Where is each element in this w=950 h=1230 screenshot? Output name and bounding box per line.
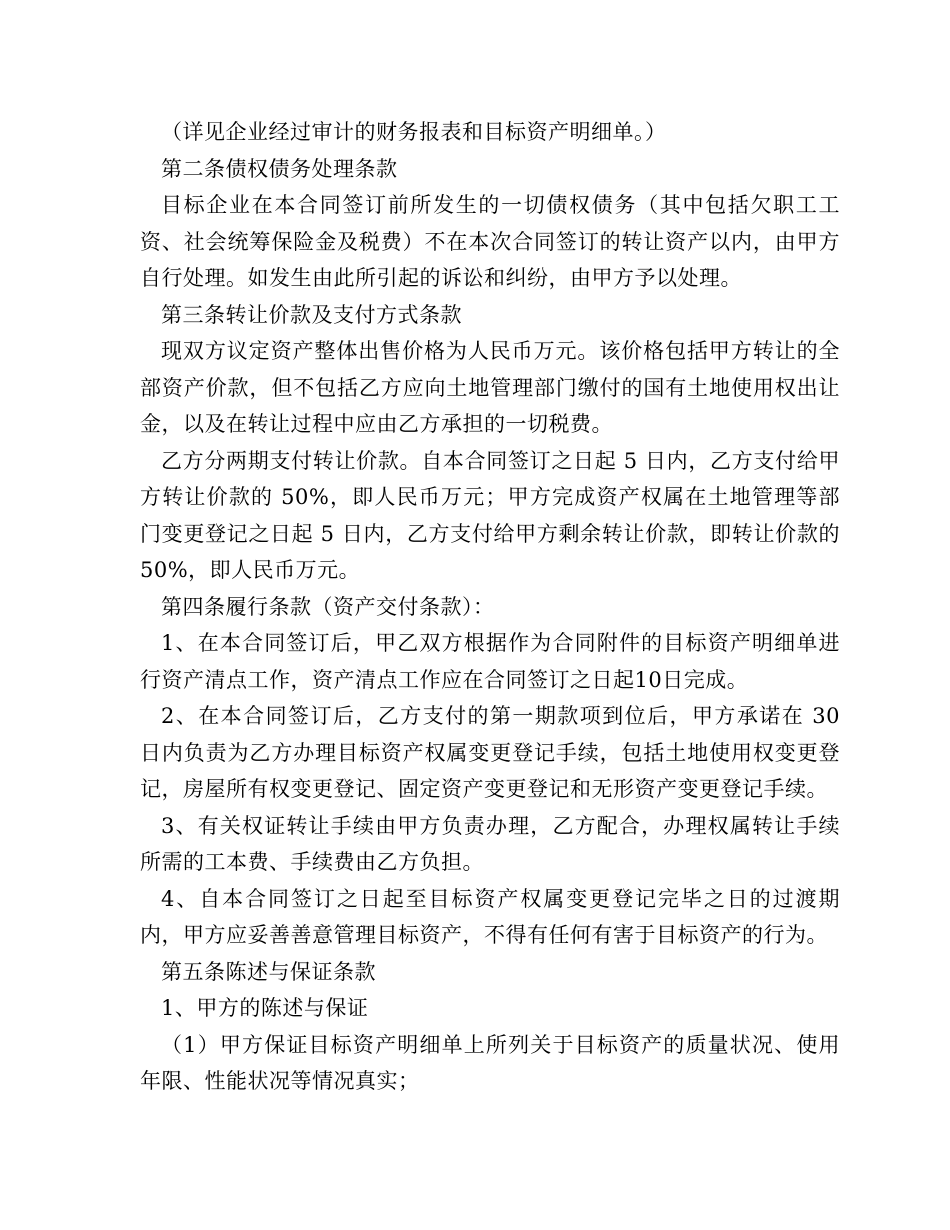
paragraph-item-4: 4、自本合同签订之日起至目标资产权属变更登记完毕之日的过渡期内，甲方应妥善善意管理目标资产，不得有任何有害于目标资产的行为。 xyxy=(140,886,840,947)
heading-article-5: 第五条陈述与保证条款 xyxy=(161,959,376,984)
paragraph-payment: 乙方分两期支付转让价款。自本合同签订之日起 5 日内，乙方支付给甲方转让价款的 50%，即人民币万元；甲方完成资产权属在土地管理等部门变更登记之日起 5 日内，乙方支付给甲方剩余转让价款，即转让价款的 50%，即人民币万元。 xyxy=(140,448,840,582)
document-body xyxy=(140,114,840,1100)
heading-article-4: 第四条履行条款（资产交付条款）： xyxy=(161,594,495,619)
paragraph-item-1: 1、在本合同签订后，甲乙双方根据作为合同附件的目标资产明细单进行资产清点工作，资产清点工作应在合同签订之日起10日完成。 xyxy=(140,631,840,692)
paragraph-audit-note: （详见企业经过审计的财务报表和目标资产明细单。） xyxy=(161,120,667,144)
heading-article-2: 第二条债权债务处理条款 xyxy=(161,156,398,181)
paragraph-item-2: 2、在本合同签订后，乙方支付的第一期款项到位后，甲方承诺在 30 日内负责为乙方办理目标资产权属变更登记手续，包括土地使用权变更登记，房屋所有权变更登记、固定资产变更登记和无形资产变更登记手续。 xyxy=(140,704,840,801)
paragraph-debts: 目标企业在本合同签订前所发生的一切债权债务（其中包括欠职工工资、社会统筹保险金及税费）不在本次合同签订的转让资产以内，由甲方自行处理。如发生由此所引起的诉讼和纠纷，由甲方予以处理。 xyxy=(140,193,840,290)
paragraph-warranty-1: （1）甲方保证目标资产明细单上所列关于目标资产的质量状况、使用年限、性能状况等情况真实； xyxy=(140,1032,840,1093)
paragraph-price: 现双方议定资产整体出售价格为人民币万元。该价格包括甲方转让的全部资产价款，但不包括乙方应向土地管理部门缴付的国有土地使用权出让金，以及在转让过程中应由乙方承担的一切税费。 xyxy=(140,339,840,436)
subheading-party-a-warranty: 1、甲方的陈述与保证 xyxy=(161,996,369,1020)
paragraph-item-3: 3、有关权证转让手续由甲方负责办理，乙方配合，办理权属转让手续所需的工本费、手续费由乙方负担。 xyxy=(140,813,840,874)
heading-article-3: 第三条转让价款及支付方式条款 xyxy=(161,302,462,327)
